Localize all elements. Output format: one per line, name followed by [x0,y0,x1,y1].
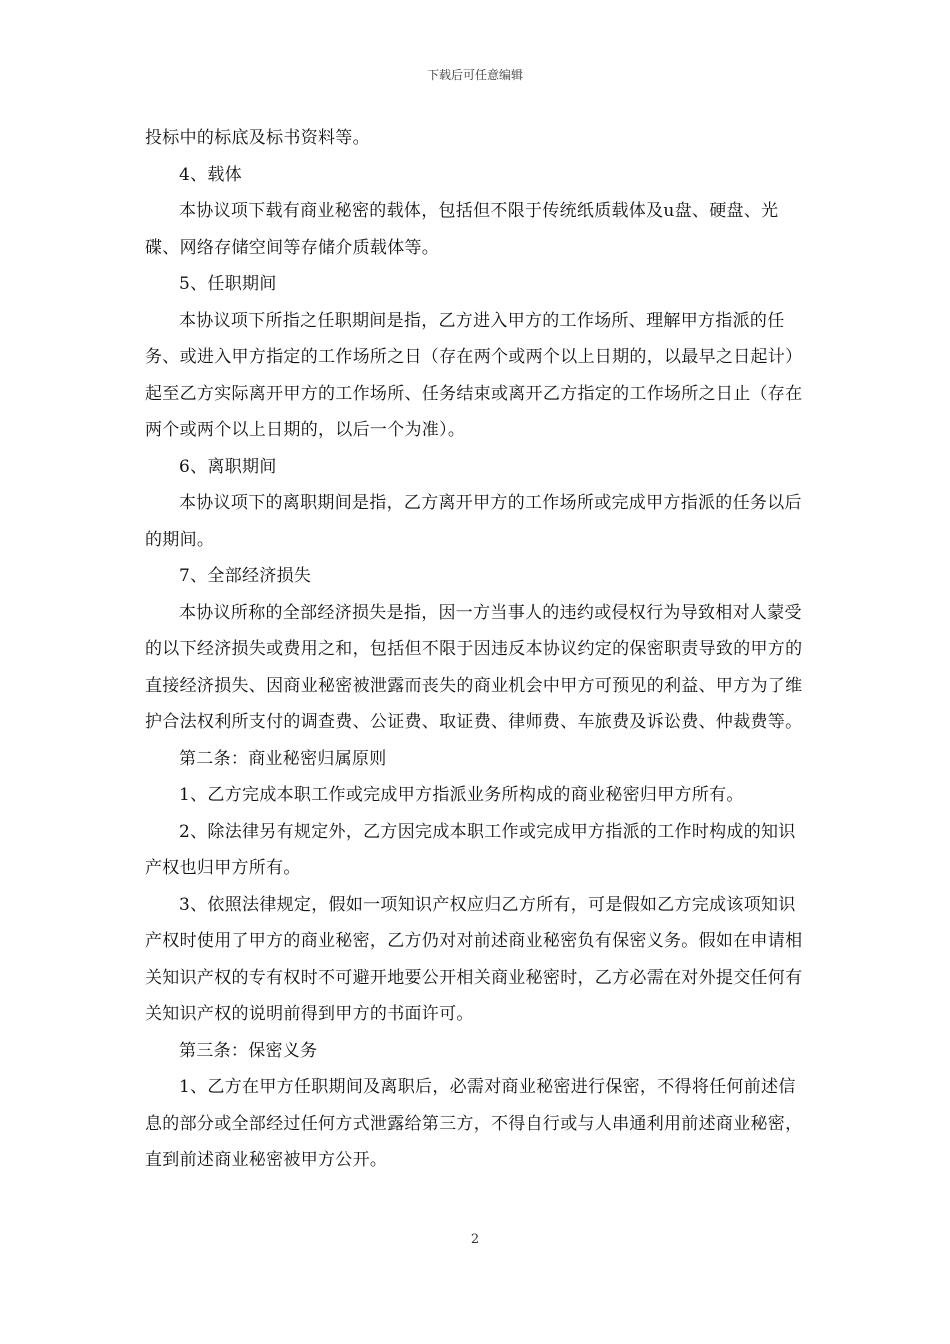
paragraph-carrier: 本协议项下载有商业秘密的载体，包括但不限于传统纸质载体及u盘、硬盘、光碟、网络存储空间等存储介质载体等。 [145,201,779,258]
page-number: 2 [470,1232,480,1247]
article-heading-confidentiality: 第三条：保密义务 [179,1040,318,1061]
article-heading-ownership: 第二条：商业秘密归属原则 [179,748,387,769]
paragraph-ownership-1: 1、乙方完成本职工作或完成甲方指派业务所构成的商业秘密归甲方所有。 [179,785,744,805]
item-heading-departure-period: 6、离职期间 [179,456,277,477]
paragraph-employment-period: 本协议项下所指之任职期间是指，乙方进入甲方的工作场所、理解甲方指派的任务、或进入甲方指定的工作场所之日（存在两个或两个以上日期的，以最早之日起计）起至乙方实际离开甲方的工作场所、任务结束或离开乙方指定的工作场所之日止（存在两个或两个以上日期的，以后一个为准）。 [145,310,803,440]
paragraph-ownership-3: 3、依照法律规定，假如一项知识产权应归乙方所有，可是假如乙方完成该项知识产权时使用了甲方的商业秘密，乙方仍对对前述商业秘密负有保密义务。假如在申请相关知识产权的专有权时不可避开地要公开相关商业秘密时，乙方必需在对外提交任何有关知识产权的说明前得到甲方的书面许可。 [145,894,803,1024]
paragraph-continuation: 投标中的标底及标书资料等。 [145,128,370,148]
paragraph-confidentiality-1: 1、乙方在甲方任职期间及离职后，必需对商业秘密进行保密，不得将任何前述信息的部分或全部经过任何方式泄露给第三方，不得自行或与人串通利用前述商业秘密，直到前述商业秘密被甲方公开。 [145,1077,803,1170]
paragraph-economic-loss: 本协议所称的全部经济损失是指，因一方当事人的违约或侵权行为导致相对人蒙受的以下经济损失或费用之和，包括但不限于因违反本协议约定的保密职责导致的甲方的直接经济损失、因商业秘密被泄露而丧失的商业机会中甲方可预见的利益、甲方为了维护合法权利所支付的调查费、公证费、取证费、律师费、车旅费及诉讼费、仲裁费等。 [145,602,803,732]
paragraph-ownership-2: 2、除法律另有规定外，乙方因完成本职工作或完成甲方指派的工作时构成的知识产权也归甲方所有。 [145,821,796,878]
item-heading-economic-loss: 7、全部经济损失 [179,566,312,586]
item-heading-carrier: 4、载体 [179,164,243,185]
page-header: 下载后可任意编辑 [426,68,523,82]
document-body [145,120,807,1179]
item-heading-employment-period: 5、任职期间 [179,274,277,294]
paragraph-departure-period: 本协议项下的离职期间是指，乙方离开甲方的工作场所或完成甲方指派的任务以后的期间。 [145,493,802,550]
